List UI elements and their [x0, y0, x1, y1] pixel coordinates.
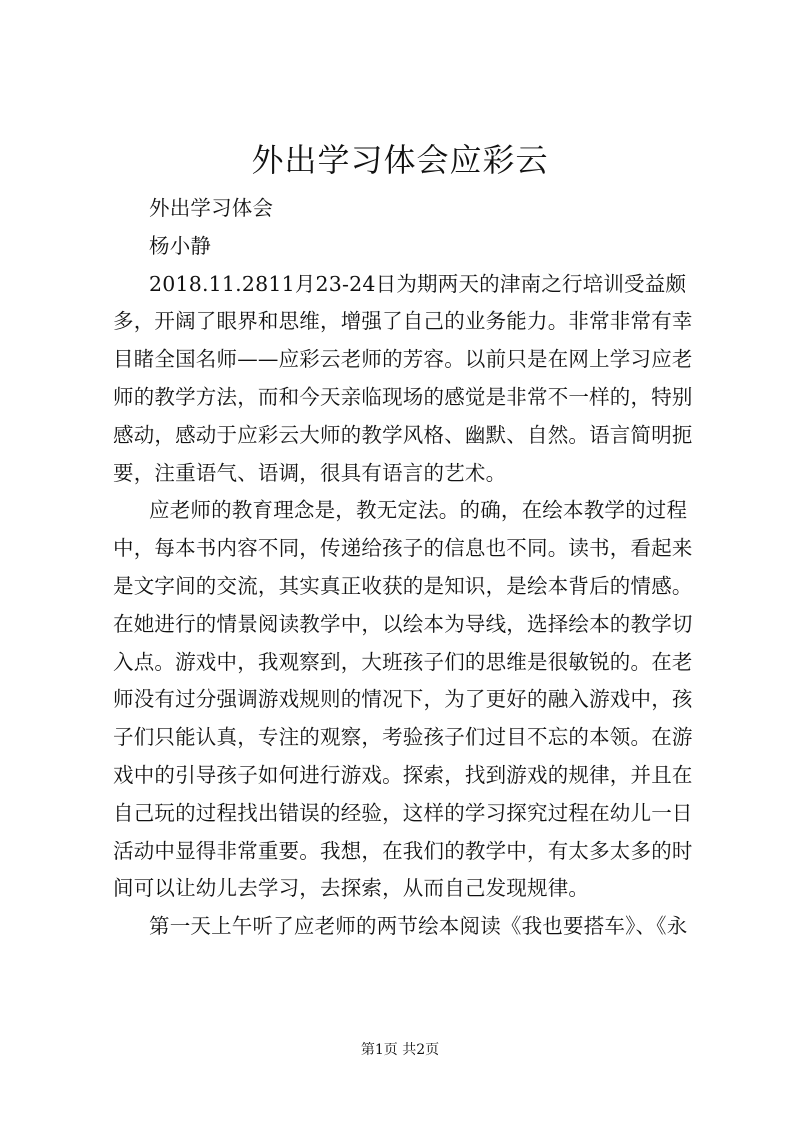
paragraph-line: 入点。游戏中，我观察到，大班孩子们的思维是很敏锐的。在老: [113, 649, 693, 674]
paragraph-line: 中，每本书内容不同，传递给孩子的信息也不同。读书，看起来: [113, 536, 693, 561]
paragraph-line: 是文字间的交流，其实真正收获的是知识，是绘本背后的情感。: [113, 573, 693, 598]
paragraph-line: 应老师的教育理念是，教无定法。的确，在绘本教学的过程: [149, 498, 688, 523]
paragraph-line: 子们只能认真，专注的观察，考验孩子们过目不忘的本领。在游: [113, 725, 693, 750]
paragraph-line: 师的教学方法，而和今天亲临现场的感觉是非常不一样的，特别: [113, 384, 693, 409]
page-footer: 第1页 共2页: [360, 1042, 440, 1058]
paragraph-line: 戏中的引导孩子如何进行游戏。探索，找到游戏的规律，并且在: [113, 762, 693, 787]
author-line: 杨小静: [149, 233, 212, 258]
document-body: [113, 190, 703, 946]
paragraph-line: 多，开阔了眼界和思维，增强了自己的业务能力。非常非常有幸: [113, 309, 693, 334]
paragraph-line: 目睹全国名师——应彩云老师的芳容。以前只是在网上学习应老: [113, 347, 693, 372]
document-title: 外出学习体会应彩云: [251, 141, 549, 179]
paragraph-line: 第一天上午听了应老师的两节绘本阅读《我也要搭车》、《永: [149, 914, 688, 939]
paragraph-line: 2018.11.2811月23-24日为期两天的津南之行培训受益颇: [149, 271, 687, 296]
paragraph-line: 间可以让幼儿去学习，去探索，从而自己发现规律。: [113, 876, 590, 901]
subtitle-line: 外出学习体会: [149, 196, 274, 220]
paragraph-line: 自己玩的过程找出错误的经验，这样的学习探究过程在幼儿一日: [113, 800, 693, 825]
paragraph-line: 师没有过分强调游戏规则的情况下，为了更好的融入游戏中，孩: [113, 687, 693, 712]
paragraph-line: 要，注重语气、语调，很具有语言的艺术。: [113, 460, 507, 485]
paragraph-line: 在她进行的情景阅读教学中，以绘本为导线，选择绘本的教学切: [113, 611, 693, 636]
paragraph-line: 活动中显得非常重要。我想，在我们的教学中，有太多太多的时: [113, 838, 693, 863]
paragraph-line: 感动，感动于应彩云大师的教学风格、幽默、自然。语言简明扼: [113, 422, 693, 447]
